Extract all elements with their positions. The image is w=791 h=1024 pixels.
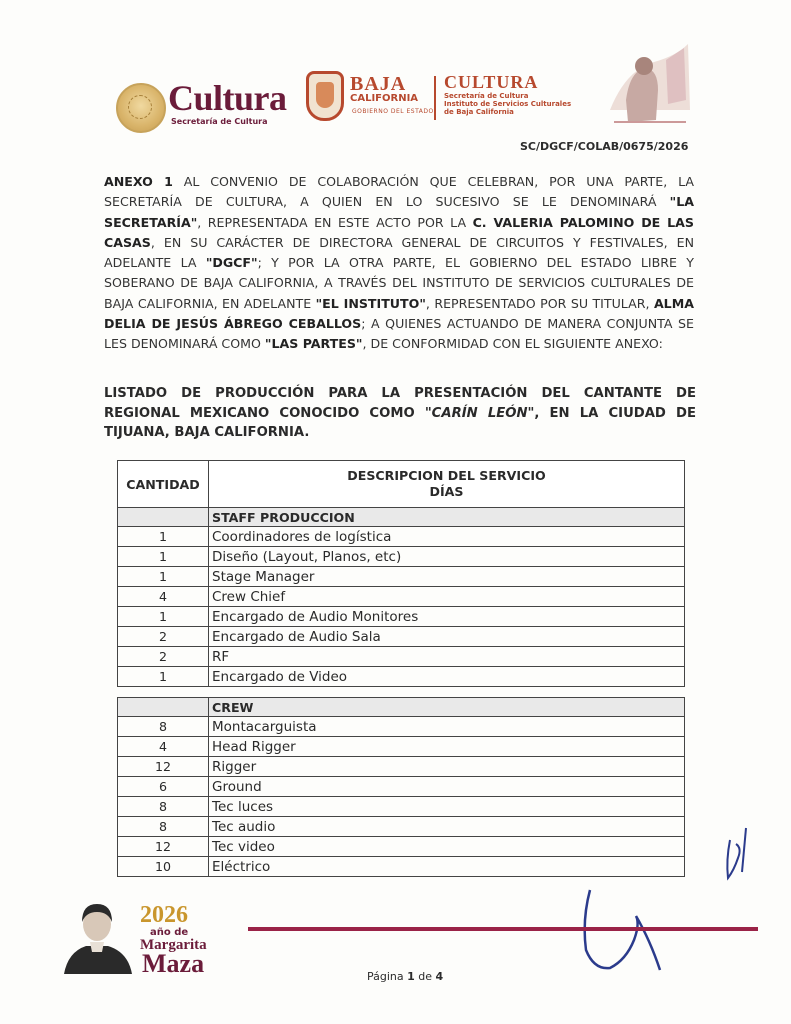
header-descripcion-line2: DÍAS: [429, 484, 464, 499]
desc-cell: Encargado de Audio Sala: [209, 627, 685, 647]
header-cantidad: CANTIDAD: [118, 461, 209, 508]
party-name: "LAS PARTES": [264, 336, 363, 352]
section-row: [118, 698, 685, 717]
qty-cell: 8: [118, 717, 209, 737]
cultura-bc-logo: CULTURA: [444, 72, 539, 92]
cultura-logo-subtitle: Secretaría de Cultura: [171, 117, 268, 126]
document-reference: SC/DGCF/COLAB/0675/2026: [520, 140, 689, 153]
section-row: [118, 508, 685, 527]
artist-name: "CARÍN LEÓN": [424, 405, 535, 421]
header-descripcion-line1: DESCRIPCION DEL SERVICIO: [347, 468, 546, 483]
institute-lines: [444, 92, 571, 116]
qty-cell: 1: [118, 527, 209, 547]
handwritten-initials: [560, 820, 760, 990]
intro-text: ; Y POR LA OTRA PARTE, EL GOBIERNO DEL ESTADO LIBRE Y SOBERANO DE BAJA CALIFORNIA, A TRAVÉS DEL INSTITUTO DE SERVICIOS CULTURALES DE BAJA CALIFORNIA, EN ADELANTE: [104, 255, 694, 311]
intro-text: , REPRESENTADO POR SU TITULAR,: [425, 295, 654, 311]
california-logo-text: CALIFORNIA: [350, 93, 419, 104]
page-number: [367, 970, 443, 983]
intro-text: , DE CONFORMIDAD CON EL SIGUIENTE ANEXO:: [362, 336, 663, 352]
qty-cell: 1: [118, 667, 209, 687]
qty-cell: 2: [118, 647, 209, 667]
logo-divider: [434, 76, 436, 120]
section-label: CREW: [209, 698, 685, 717]
section-heading: [104, 384, 696, 443]
desc-cell: Stage Manager: [209, 567, 685, 587]
desc-cell: Diseño (Layout, Planos, etc): [209, 547, 685, 567]
page-label: Página: [367, 970, 408, 983]
qty-cell: 4: [118, 737, 209, 757]
intro-text: ; A QUIENES ACTUANDO DE MANERA CONJUNTA SE LES DENOMINARÁ COMO: [104, 316, 694, 352]
gobierno-logo-text: GOBIERNO DEL ESTADO: [352, 108, 434, 115]
section-label: STAFF PRODUCCION: [209, 508, 685, 527]
qty-cell: 1: [118, 567, 209, 587]
desc-cell: RF: [209, 647, 685, 667]
mexico-seal-logo: [116, 83, 166, 133]
qty-cell: 6: [118, 777, 209, 797]
institute-line: Secretaría de Cultura: [444, 92, 529, 100]
table-row: [118, 647, 685, 667]
desc-cell: Tec audio: [209, 817, 685, 837]
qty-cell: 12: [118, 757, 209, 777]
institute-line: de Baja California: [444, 108, 514, 116]
desc-cell: Tec video: [209, 837, 685, 857]
section-qty-cell: [118, 698, 209, 717]
baja-california-shield-icon: [306, 71, 344, 121]
table-row: [118, 567, 685, 587]
table-row: [118, 527, 685, 547]
footer-divider-line: [248, 927, 758, 931]
heading-text: , EN LA CIUDAD DE TIJUANA, BAJA CALIFORNIA.: [104, 405, 696, 440]
margarita-text: Margarita: [140, 937, 207, 953]
qty-cell: 1: [118, 547, 209, 567]
qty-cell: 4: [118, 587, 209, 607]
desc-cell: Head Rigger: [209, 737, 685, 757]
qty-cell: 12: [118, 837, 209, 857]
table-row: [118, 607, 685, 627]
header-descripcion: [209, 461, 685, 508]
party-name: "LA SECRETARÍA": [104, 194, 694, 230]
margarita-maza-portrait: [56, 900, 138, 974]
desc-cell: Tec luces: [209, 797, 685, 817]
baja-logo-text: BAJA: [350, 73, 407, 95]
party-name: "EL INSTITUTO": [315, 295, 426, 311]
heading-text: LISTADO DE PRODUCCIÓN PARA LA PRESENTACIÓN DEL CANTANTE DE REGIONAL MEXICANO CONOCIDO COMO: [104, 386, 696, 421]
qty-cell: 2: [118, 627, 209, 647]
qty-cell: 8: [118, 797, 209, 817]
desc-cell: Encargado de Audio Monitores: [209, 607, 685, 627]
desc-cell: Coordinadores de logística: [209, 527, 685, 547]
maza-text: Maza: [142, 949, 205, 978]
painting-illustration: [606, 40, 692, 128]
intro-text: , EN SU CARÁCTER DE DIRECTORA GENERAL DE CIRCUITOS Y FESTIVALES, EN ADELANTE LA: [104, 234, 694, 271]
desc-cell: Ground: [209, 777, 685, 797]
annex-label: ANEXO 1: [104, 174, 173, 189]
table-row: [118, 737, 685, 757]
desc-cell: Crew Chief: [209, 587, 685, 607]
table-row: [118, 547, 685, 567]
table-row: [118, 627, 685, 647]
intro-text: , REPRESENTADA EN ESTE ACTO POR LA: [197, 214, 473, 230]
table-row: [118, 797, 685, 817]
desc-cell: Rigger: [209, 757, 685, 777]
table-row: [118, 757, 685, 777]
year-logo: 2026: [140, 902, 188, 928]
institute-line: Instituto de Servicios Culturales: [444, 100, 572, 108]
ano-de-text: año de: [150, 927, 189, 938]
section-qty-cell: [118, 508, 209, 527]
intro-text: AL CONVENIO DE COLABORACIÓN QUE CELEBRAN, POR UNA PARTE, LA SECRETARÍA DE CULTURA, A QUIEN EN LO SUCESIVO SE LE DENOMINARÁ: [104, 174, 694, 210]
desc-cell: Montacarguista: [209, 717, 685, 737]
party-name: "DGCF": [205, 255, 258, 271]
representative-name: ALMA DELIA DE JESÚS ÁBREGO CEBALLOS: [104, 295, 694, 332]
table-row: [118, 587, 685, 607]
desc-cell: Encargado de Video: [209, 667, 685, 687]
table-row: [118, 667, 685, 687]
qty-cell: 8: [118, 817, 209, 837]
table-row: [118, 777, 685, 797]
table-row: [118, 717, 685, 737]
staff-production-table: [117, 460, 685, 687]
page-current: 1: [407, 970, 415, 983]
qty-cell: 1: [118, 607, 209, 627]
desc-cell: Eléctrico: [209, 857, 685, 877]
intro-paragraph: [104, 172, 694, 355]
qty-cell: 10: [118, 857, 209, 877]
cultura-logo: Cultura: [168, 78, 287, 118]
page-total: 4: [435, 970, 444, 983]
page-of: de: [414, 970, 436, 983]
representative-name: C. VALERIA PALOMINO DE LAS CASAS: [104, 214, 694, 250]
